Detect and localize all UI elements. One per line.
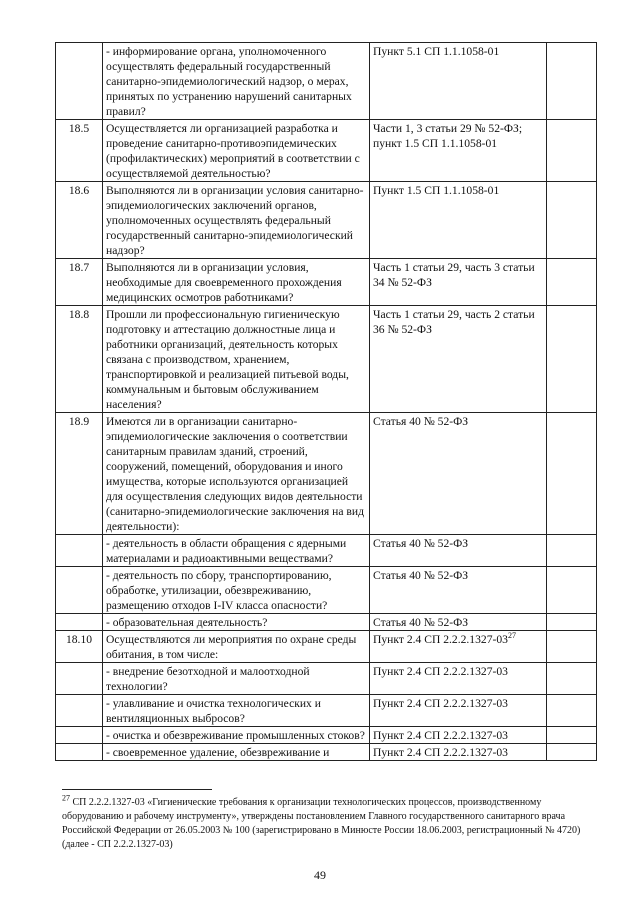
- requirement-question: Выполняются ли в организации условия, необходимые для своевременного прохождения медицинских осмотров работниками?: [103, 259, 370, 306]
- legal-reference: [370, 306, 547, 413]
- checklist-table: [55, 42, 597, 761]
- answer-cell: [547, 259, 597, 306]
- legal-reference: [370, 413, 547, 535]
- reference-text: Часть 1 статьи 29, часть 3 статьи 34 № 52-ФЗ: [373, 261, 535, 289]
- legal-reference: [370, 259, 547, 306]
- legal-reference: [370, 182, 547, 259]
- reference-text: Пункт 1.5 СП 1.1.1058-01: [373, 184, 500, 197]
- reference-text: Пункт 2.4 СП 2.2.2.1327-03: [373, 746, 508, 759]
- table-row: [56, 535, 597, 567]
- legal-reference: [370, 744, 547, 761]
- item-number: [56, 614, 103, 631]
- answer-cell: [547, 120, 597, 182]
- footnote-separator: [62, 789, 212, 790]
- item-number: [56, 567, 103, 614]
- answer-cell: [547, 306, 597, 413]
- reference-text: Пункт 2.4 СП 2.2.2.1327-03: [373, 729, 508, 742]
- item-number: 18.8: [56, 306, 103, 413]
- requirement-question: - улавливание и очистка технологических и вентиляционных выбросов?: [103, 695, 370, 727]
- table-row: [56, 663, 597, 695]
- table-row: [56, 182, 597, 259]
- answer-cell: [547, 663, 597, 695]
- table-row: [56, 413, 597, 535]
- item-number: [56, 43, 103, 120]
- table-row: [56, 631, 597, 663]
- item-number: [56, 535, 103, 567]
- reference-text: Статья 40 № 52-ФЗ: [373, 616, 469, 629]
- item-number: 18.6: [56, 182, 103, 259]
- requirement-question: - деятельность в области обращения с ядерными материалами и радиоактивными веществами?: [103, 535, 370, 567]
- reference-text: Пункт 5.1 СП 1.1.1058-01: [373, 45, 500, 58]
- requirement-question: Осуществляются ли мероприятия по охране среды обитания, в том числе:: [103, 631, 370, 663]
- item-number: [56, 727, 103, 744]
- table-row: [56, 567, 597, 614]
- item-number: [56, 744, 103, 761]
- table-row: [56, 695, 597, 727]
- reference-text: Пункт 2.4 СП 2.2.2.1327-03: [373, 633, 508, 646]
- legal-reference: [370, 535, 547, 567]
- page-number: 49: [314, 868, 326, 882]
- legal-reference: [370, 567, 547, 614]
- answer-cell: [547, 535, 597, 567]
- answer-cell: [547, 43, 597, 120]
- footnote-mark: 27: [62, 793, 70, 803]
- requirement-question: - внедрение безотходной и малоотходной технологии?: [103, 663, 370, 695]
- reference-text: Статья 40 № 52-ФЗ: [373, 537, 469, 550]
- requirement-question: Осуществляется ли организацией разработка и проведение санитарно-противоэпидемических (профилактических) мероприятий в соответствии с осуществляемой деятельностью?: [103, 120, 370, 182]
- requirement-question: Выполняются ли в организации условия санитарно-эпидемиологических заключений органов, уполномоченных осуществлять федеральный государственный санитарно-эпидемиологический надзор?: [103, 182, 370, 259]
- reference-text: Пункт 2.4 СП 2.2.2.1327-03: [373, 665, 508, 678]
- requirement-question: - информирование органа, уполномоченного осуществлять федеральный государственный санитарно-эпидемиологический надзор, о мерах, принятых по устранению нарушений санитарных правил?: [103, 43, 370, 120]
- answer-cell: [547, 567, 597, 614]
- reference-text: Статья 40 № 52-ФЗ: [373, 569, 469, 582]
- legal-reference: [370, 120, 547, 182]
- table-row: [56, 306, 597, 413]
- legal-reference: [370, 631, 547, 663]
- requirement-question: Прошли ли профессиональную гигиеническую подготовку и аттестацию должностные лица и работники организаций, деятельность которых связана с производством, хранением, транспортировкой и реализацией питьевой воды, коммунальным и бытовым обслуживанием населения?: [103, 306, 370, 413]
- requirement-question: Имеются ли в организации санитарно-эпидемиологические заключения о соответствии санитарным правилам зданий, строений, сооружений, помещений, оборудования и иного имущества, которые используются организацией для осуществления следующих видов деятельности (санитарно-эпидемиологические заключения на вид деятельности):: [103, 413, 370, 535]
- footnote-text: СП 2.2.2.1327-03 «Гигиенические требования к организации технологических процессов, производственному оборудованию и рабочему инструменту», утверждены постановлением Главного государственного санитарного врача Российской Федерации от 26.05.2003 № 100 (зарегистрировано в Минюсте России 18.06.2003, регистрационный № 4720) (далее - СП 2.2.2.1327-03): [62, 797, 581, 850]
- reference-text: Части 1, 3 статьи 29 № 52-ФЗ; пункт 1.5 СП 1.1.1058-01: [373, 122, 523, 150]
- table-row: [56, 43, 597, 120]
- answer-cell: [547, 182, 597, 259]
- item-number: 18.5: [56, 120, 103, 182]
- legal-reference: [370, 43, 547, 120]
- legal-reference: [370, 614, 547, 631]
- reference-text: Часть 1 статьи 29, часть 2 статьи 36 № 52-ФЗ: [373, 308, 535, 336]
- table-row: [56, 744, 597, 761]
- footnote-reference: 27: [507, 631, 516, 641]
- requirement-question: - очистка и обезвреживание промышленных стоков?: [103, 727, 370, 744]
- table-row: [56, 614, 597, 631]
- reference-text: Пункт 2.4 СП 2.2.2.1327-03: [373, 697, 508, 710]
- legal-reference: [370, 663, 547, 695]
- table-row: [56, 259, 597, 306]
- footnote: [62, 793, 592, 852]
- requirement-question: - образовательная деятельность?: [103, 614, 370, 631]
- requirement-question: - деятельность по сбору, транспортированию, обработке, утилизации, обезвреживанию, размещению отходов I-IV класса опасности?: [103, 567, 370, 614]
- answer-cell: [547, 695, 597, 727]
- answer-cell: [547, 727, 597, 744]
- item-number: [56, 695, 103, 727]
- item-number: 18.10: [56, 631, 103, 663]
- table-row: [56, 727, 597, 744]
- answer-cell: [547, 631, 597, 663]
- legal-reference: [370, 695, 547, 727]
- legal-reference: [370, 727, 547, 744]
- answer-cell: [547, 614, 597, 631]
- reference-text: Статья 40 № 52-ФЗ: [373, 415, 469, 428]
- item-number: [56, 663, 103, 695]
- answer-cell: [547, 744, 597, 761]
- answer-cell: [547, 413, 597, 535]
- item-number: 18.9: [56, 413, 103, 535]
- table-row: [56, 120, 597, 182]
- requirement-question: - своевременное удаление, обезвреживание и: [103, 744, 370, 761]
- item-number: 18.7: [56, 259, 103, 306]
